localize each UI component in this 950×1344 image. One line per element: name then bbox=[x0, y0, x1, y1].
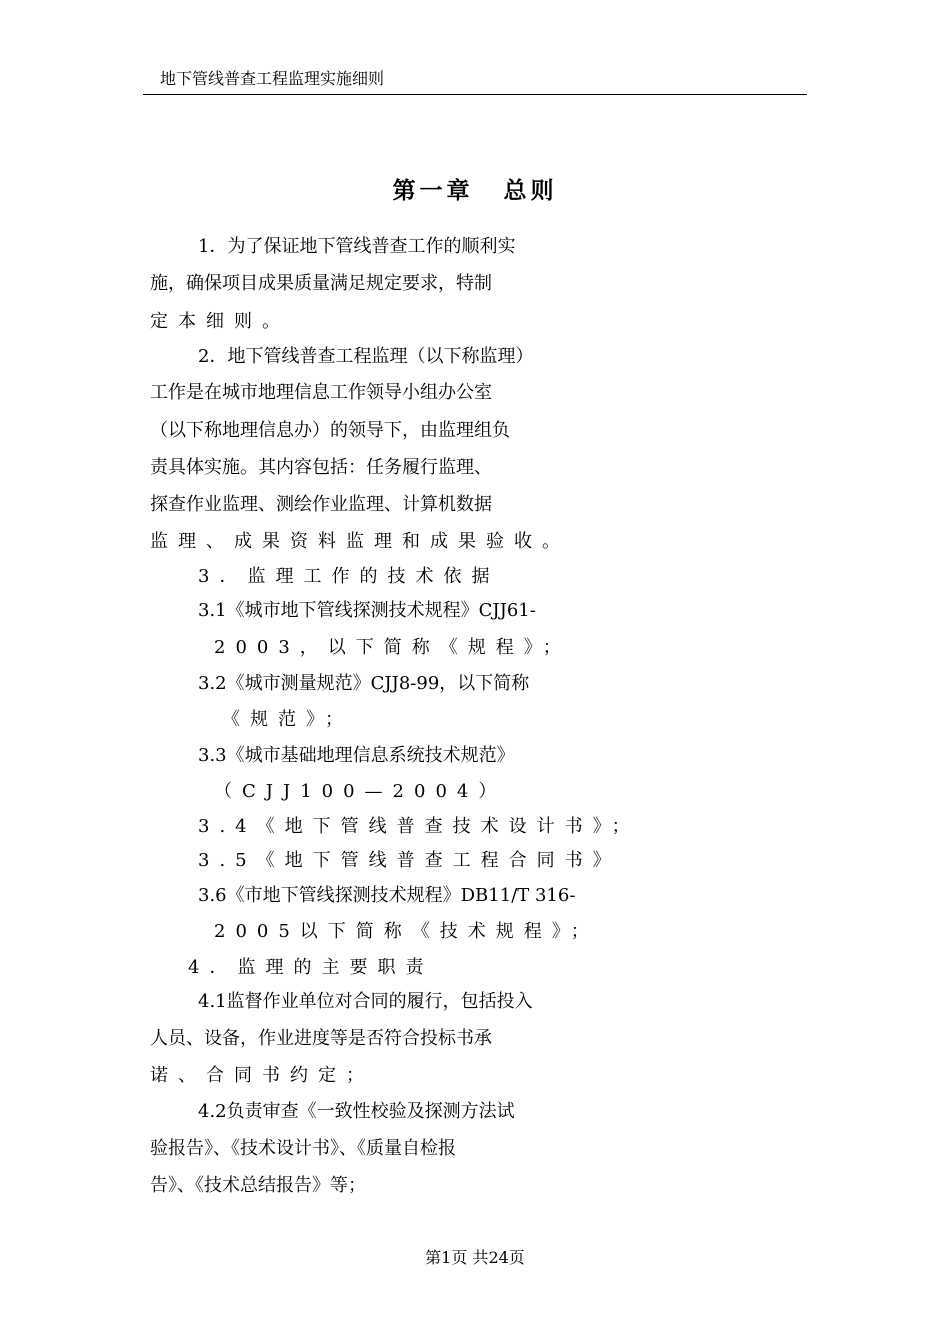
body-line: 3.6《市地下管线探测技术规程》DB11/T 316- bbox=[198, 885, 576, 906]
header-rule bbox=[143, 94, 807, 95]
body-line: 2．地下管线普查工程监理（以下称监理） bbox=[198, 346, 534, 367]
body-line: 人员、设备，作业进度等是否符合投标书承 bbox=[150, 1028, 492, 1049]
body-line: 施，确保项目成果质量满足规定要求，特制 bbox=[150, 273, 492, 294]
body-line: 监理、成果资料监理和成果验收。 bbox=[150, 531, 570, 552]
running-header: 地下管线普查工程监理实施细则 bbox=[160, 69, 385, 88]
body-line: 4.2负责审查《一致性校验及探测方法试 bbox=[198, 1101, 515, 1122]
body-line: 验报告》、《技术设计书》、《质量自检报 bbox=[150, 1138, 456, 1159]
body-line: 3.4《地下管线普查技术设计书》； bbox=[198, 816, 640, 837]
body-line: 《规范》； bbox=[222, 709, 353, 730]
body-line: 3.5《地下管线普查工程合同书》 bbox=[198, 850, 621, 871]
chapter-title: 总则 bbox=[503, 177, 558, 204]
body-line: （CJJ100—2004） bbox=[214, 781, 507, 802]
body-line: 3．监理工作的技术依据 bbox=[198, 566, 500, 587]
body-line: 3.3《城市基础地理信息系统技术规范》 bbox=[198, 745, 515, 766]
body-line: 3.2《城市测量规范》CJJ8-99，以下简称 bbox=[198, 673, 530, 694]
body-line: 1．为了保证地下管线普查工作的顺利实 bbox=[198, 236, 516, 257]
body-line: 诺、合同书约定； bbox=[150, 1065, 374, 1086]
body-line: 探查作业监理、测绘作业监理、计算机数据 bbox=[150, 494, 492, 515]
body-line: 4．监理的主要职责 bbox=[188, 957, 434, 978]
body-line: （以下称地理信息办）的领导下，由监理组负 bbox=[150, 420, 510, 441]
body-line: 2005以下简称《技术规程》； bbox=[214, 921, 599, 942]
chapter-heading bbox=[0, 172, 950, 205]
body-line: 2003，以下简称《规程》； bbox=[214, 637, 571, 658]
body-line: 告》、《技术总结报告》等； bbox=[150, 1175, 366, 1196]
body-line: 定本细则。 bbox=[150, 311, 290, 332]
body-line: 责具体实施。其内容包括：任务履行监理、 bbox=[150, 457, 492, 478]
body-line: 3.1《城市地下管线探测技术规程》CJJ61- bbox=[198, 600, 536, 621]
page-number: 第1页 共24页 bbox=[425, 1248, 525, 1267]
body-line: 工作是在城市地理信息工作领导小组办公室 bbox=[150, 382, 492, 403]
body-line: 4.1监督作业单位对合同的履行，包括投入 bbox=[198, 991, 533, 1012]
chapter-number: 第一章 bbox=[392, 177, 474, 204]
